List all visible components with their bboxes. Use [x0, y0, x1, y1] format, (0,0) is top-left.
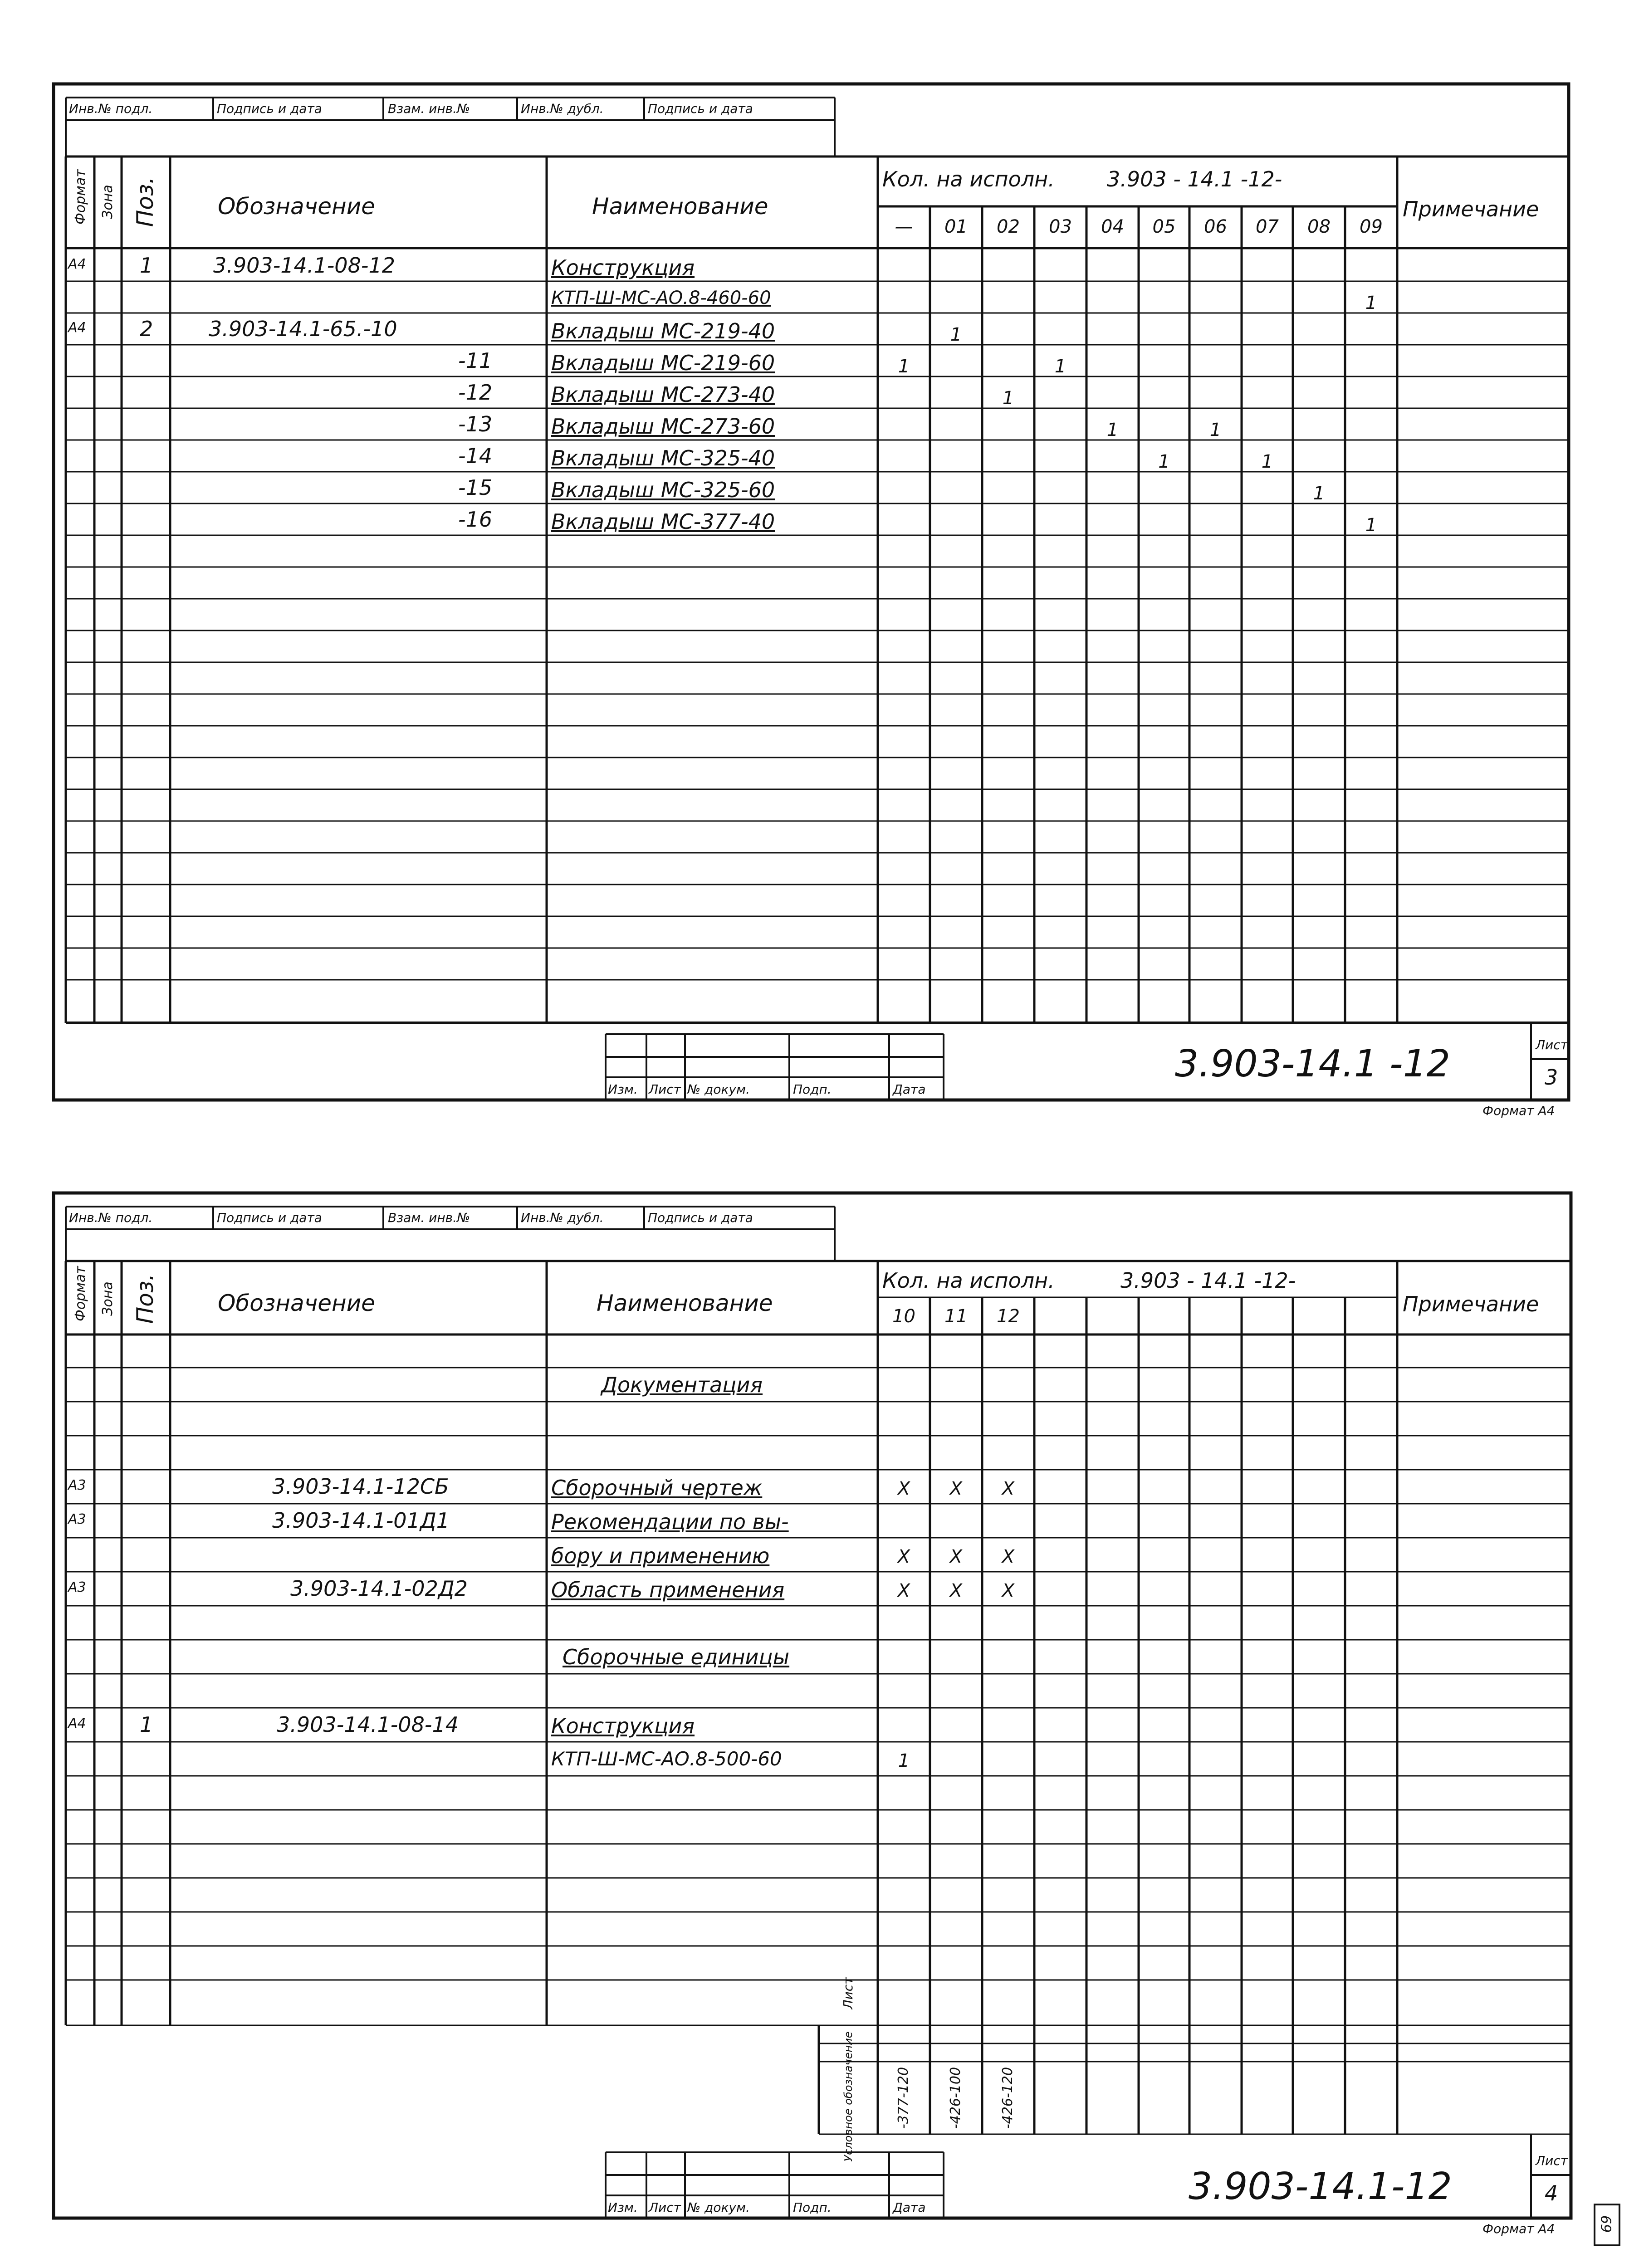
archive-replacing-inv: Взам. инв.№: [388, 1210, 470, 1225]
variant-header: 04: [1101, 216, 1124, 237]
col-quantity: Кол. на исполн.: [882, 1268, 1055, 1293]
stamp-label-date: Дата: [893, 1082, 926, 1097]
row-name: Вкладыш МС-325-60: [551, 478, 775, 502]
row-format: А3: [68, 1511, 86, 1527]
row-position: 1: [140, 253, 153, 278]
sheet-label: Лист: [1536, 1037, 1568, 1052]
row-name: Конструкция: [551, 1714, 695, 1738]
stamp-label-docnum: № докум.: [687, 1082, 750, 1097]
variant-header: 07: [1256, 216, 1279, 237]
stamp-label-sheet: Лист: [649, 1082, 681, 1097]
row-designation: 3.903-14.1-08-14: [277, 1712, 459, 1737]
col-zone: Зона: [100, 1281, 116, 1316]
variant-header: 06: [1204, 216, 1227, 237]
qty-mark: X: [949, 1580, 963, 1601]
qty-mark: X: [949, 1478, 963, 1499]
format-note: Формат А4: [1482, 1103, 1555, 1118]
archive-signature-date: Подпись и дата: [217, 1210, 322, 1225]
col-zone: Зона: [100, 185, 116, 219]
qty-mark: X: [897, 1580, 910, 1601]
format-note: Формат А4: [1482, 2221, 1555, 2236]
row-designation: -16: [458, 507, 493, 532]
document-code: 3.903-14.1-12: [1189, 2165, 1452, 2208]
row-format: А4: [68, 320, 86, 336]
col-pos: Поз.: [132, 176, 158, 227]
page-number: 69: [1599, 2215, 1615, 2233]
section-documentation: Документация: [601, 1373, 763, 1397]
col-designation: Обозначение: [218, 1290, 375, 1316]
row-designation: -11: [458, 348, 493, 373]
qty-mark: X: [897, 1546, 910, 1567]
qty-mark: X: [1002, 1580, 1015, 1601]
col-designation: Обозначение: [218, 193, 375, 220]
row-name: Область применения: [551, 1578, 785, 1602]
side-label-conditional: Условное обозначение: [842, 2031, 855, 2162]
col-name: Наименование: [597, 1290, 773, 1316]
archive-inv-duplicate: Инв.№ дубл.: [521, 1210, 604, 1225]
col-pos: Поз.: [132, 1273, 158, 1324]
qty-mark: X: [1002, 1478, 1015, 1499]
col-code: 3.903 - 14.1 -12-: [1120, 1268, 1296, 1293]
side-label-sheet: Лист: [841, 1977, 856, 2009]
qty-mark: 1: [1054, 356, 1067, 377]
row-format: А4: [68, 256, 86, 272]
archive-inv-original: Инв.№ подл.: [69, 101, 153, 116]
qty-mark: 1: [1365, 515, 1377, 536]
qty-mark: 1: [950, 324, 962, 345]
archive-signature-date: Подпись и дата: [217, 101, 322, 116]
archive-signature-date-2: Подпись и дата: [648, 1210, 753, 1225]
sheet-number: 4: [1545, 2181, 1558, 2205]
variant-header: 02: [997, 216, 1020, 237]
row-name: Вкладыш МС-273-60: [551, 414, 775, 439]
row-format: А3: [68, 1477, 86, 1493]
qty-mark: 1: [1002, 388, 1014, 409]
conditional-value: -426-100: [948, 2067, 964, 2129]
row-designation: -13: [458, 412, 493, 436]
row-name: Вкладыш МС-273-40: [551, 382, 775, 407]
sheet-number: 3: [1545, 1065, 1558, 1090]
variant-header: 12: [997, 1306, 1020, 1327]
qty-mark: 1: [1209, 420, 1222, 440]
stamp-label-signature: Подп.: [793, 2200, 832, 2215]
row-format: А4: [68, 1716, 86, 1731]
section-assembly-units: Сборочные единицы: [563, 1645, 790, 1669]
col-format: Формат: [73, 169, 88, 225]
variant-header: 08: [1307, 216, 1331, 237]
stamp-label-change: Изм.: [608, 2200, 638, 2215]
row-name: КТП-Ш-МС-АО.8-460-60: [551, 288, 771, 308]
row-name: бору и применению: [551, 1544, 770, 1568]
row-name: Сборочный чертеж: [551, 1476, 763, 1500]
row-name: Конструкция: [551, 255, 695, 280]
archive-inv-duplicate: Инв.№ дубл.: [521, 101, 604, 116]
spec-sheet-4: [0, 1148, 1634, 2268]
row-designation: -14: [458, 444, 493, 468]
stamp-label-sheet: Лист: [649, 2200, 681, 2215]
col-code: 3.903 - 14.1 -12-: [1107, 167, 1282, 191]
row-designation: 3.903-14.1-08-12: [213, 253, 395, 278]
sheet-label: Лист: [1536, 2153, 1568, 2168]
row-name: Вкладыш МС-219-40: [551, 319, 775, 343]
qty-mark: 1: [1158, 451, 1170, 472]
qty-mark: X: [897, 1478, 910, 1499]
stamp-label-docnum: № докум.: [687, 2200, 750, 2215]
row-designation: 3.903-14.1-02Д2: [290, 1576, 468, 1601]
qty-mark: 1: [1261, 451, 1273, 472]
col-quantity: Кол. на исполн.: [882, 167, 1055, 191]
variant-header: 01: [944, 216, 968, 237]
row-position: 1: [140, 1712, 153, 1737]
qty-mark: X: [1002, 1546, 1015, 1567]
stamp-label-signature: Подп.: [793, 1082, 832, 1097]
row-designation: 3.903-14.1-01Д1: [272, 1508, 450, 1533]
col-note: Примечание: [1403, 1292, 1539, 1316]
row-designation: -15: [458, 475, 493, 500]
stamp-label-change: Изм.: [608, 1082, 638, 1097]
col-note: Примечание: [1403, 197, 1539, 221]
variant-header: 05: [1152, 216, 1176, 237]
row-name: Вкладыш МС-219-60: [551, 351, 775, 375]
variant-header: 09: [1360, 216, 1383, 237]
qty-mark: 1: [1365, 293, 1377, 313]
row-designation: 3.903-14.1-12СБ: [272, 1474, 449, 1499]
archive-replacing-inv: Взам. инв.№: [388, 101, 470, 116]
row-name: КТП-Ш-МС-АО.8-500-60: [551, 1748, 782, 1770]
row-position: 2: [140, 317, 153, 341]
qty-mark: 1: [898, 1750, 910, 1771]
row-designation: -12: [458, 380, 493, 405]
archive-inv-original: Инв.№ подл.: [69, 1210, 153, 1225]
conditional-value: -426-120: [1000, 2067, 1016, 2129]
row-name: Рекомендации по вы-: [551, 1510, 789, 1534]
qty-mark: 1: [1106, 420, 1119, 440]
stamp-label-date: Дата: [893, 2200, 926, 2215]
qty-mark: X: [949, 1546, 963, 1567]
variant-header: 11: [944, 1306, 968, 1327]
variant-header: 10: [892, 1306, 915, 1327]
qty-mark: 1: [1313, 483, 1325, 504]
document-code: 3.903-14.1 -12: [1175, 1042, 1450, 1085]
col-name: Наименование: [592, 193, 768, 220]
conditional-value: -377-120: [895, 2067, 911, 2129]
col-format: Формат: [73, 1266, 88, 1321]
row-name: Вкладыш МС-325-40: [551, 446, 775, 470]
variant-header: —: [895, 216, 913, 237]
archive-signature-date-2: Подпись и дата: [648, 101, 753, 116]
qty-mark: 1: [898, 356, 910, 377]
variant-header: 03: [1049, 216, 1072, 237]
row-name: Вкладыш МС-377-40: [551, 509, 775, 534]
row-designation: 3.903-14.1-65.-10: [209, 317, 397, 341]
row-format: А3: [68, 1579, 86, 1595]
